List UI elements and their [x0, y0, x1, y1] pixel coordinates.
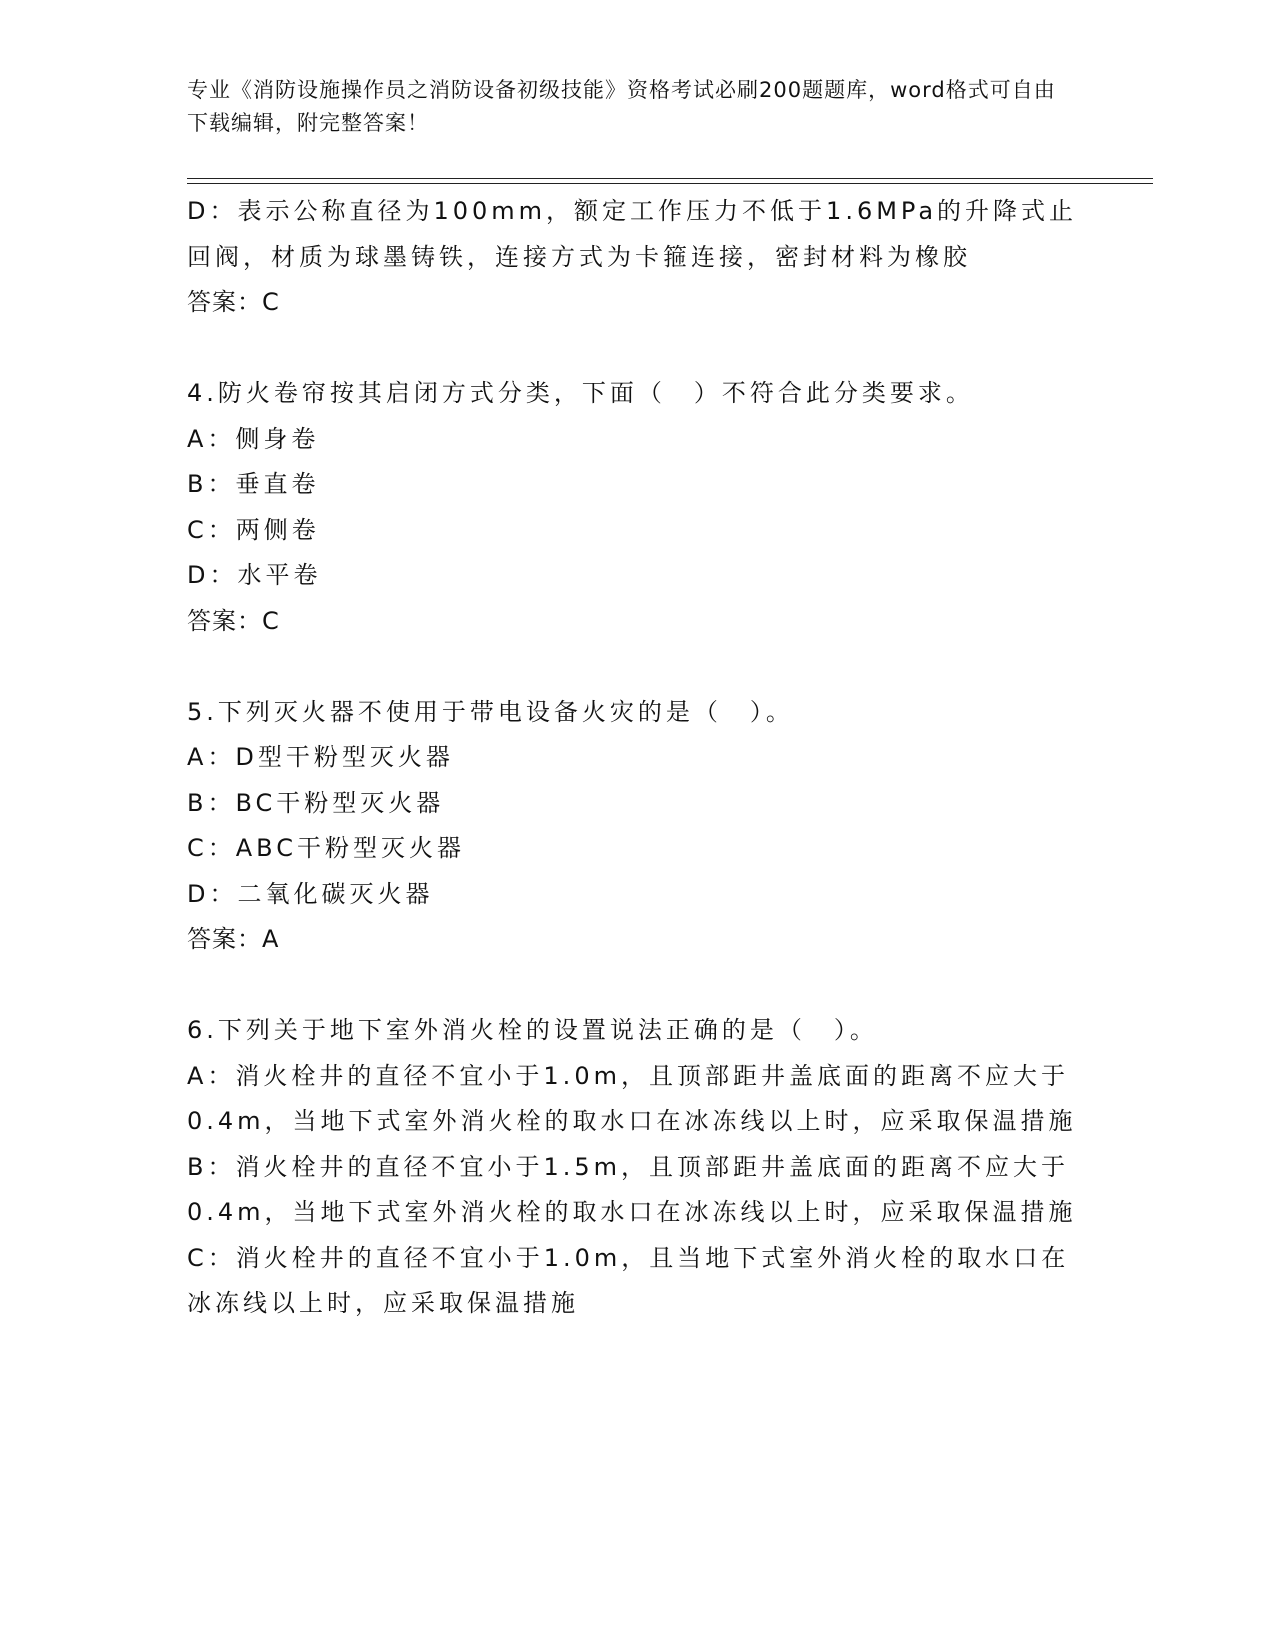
header-divider-bottom: [187, 183, 1153, 184]
q4-option-c: C：两侧卷: [187, 515, 320, 544]
q6-option-b: B：消火栓井的直径不宜小于1.5m，且顶部距井盖底面的距离不应大于0.4m，当地下式室外消火栓的取水口在冰冻线以上时，应采取保温措施: [187, 1152, 1077, 1226]
q4-answer: 答案：C: [187, 606, 280, 635]
q5-option-a: A：D型干粉型灭火器: [187, 743, 454, 771]
q4-option-d: D：水平卷: [187, 561, 322, 589]
q4-question: 4.防火卷帘按其启闭方式分类，下面（ ）不符合此分类要求。: [187, 379, 974, 407]
question-5: [187, 690, 1087, 963]
question-6: [187, 1008, 1087, 1327]
header-divider-top: [187, 178, 1153, 179]
spacer: [187, 963, 1087, 1009]
q6-question: 6.下列关于地下室外消火栓的设置说法正确的是（ ）。: [187, 1016, 878, 1044]
q6-option-a: A：消火栓井的直径不宜小于1.0m，且顶部距井盖底面的距离不应大于0.4m，当地下式室外消火栓的取水口在冰冻线以上时，应采取保温措施: [187, 1061, 1077, 1135]
q4-option-a: A：侧身卷: [187, 424, 320, 453]
q5-question: 5.下列灭火器不使用于带电设备火灾的是（ ）。: [187, 697, 794, 726]
spacer: [187, 326, 1087, 372]
q3-option-d: D：表示公称直径为100mm，额定工作压力不低于1.6MPa的升降式止回阀，材质为球墨铸铁，连接方式为卡箍连接，密封材料为橡胶: [187, 197, 1078, 271]
q5-option-c: C：ABC干粉型灭火器: [187, 834, 465, 862]
q5-answer: 答案：A: [187, 925, 280, 953]
q5-option-d: D：二氧化碳灭火器: [187, 879, 434, 908]
q5-option-b: B：BC干粉型灭火器: [187, 788, 445, 817]
q6-option-c: C：消火栓井的直径不宜小于1.0m，且当地下式室外消火栓的取水口在冰冻线以上时，应采取保温措施: [187, 1243, 1070, 1317]
question-4: [187, 371, 1087, 644]
question-3-tail: [187, 189, 1087, 326]
q4-option-b: B：垂直卷: [187, 470, 320, 498]
question-list: [187, 189, 1087, 1327]
document-title: 专业《消防设施操作员之消防设备初级技能》资格考试必刷200题题库，word格式可自由下载编辑，附完整答案！: [187, 78, 1056, 135]
document-header: [187, 74, 1067, 140]
q3-answer: 答案：C: [187, 288, 280, 316]
spacer: [187, 644, 1087, 690]
